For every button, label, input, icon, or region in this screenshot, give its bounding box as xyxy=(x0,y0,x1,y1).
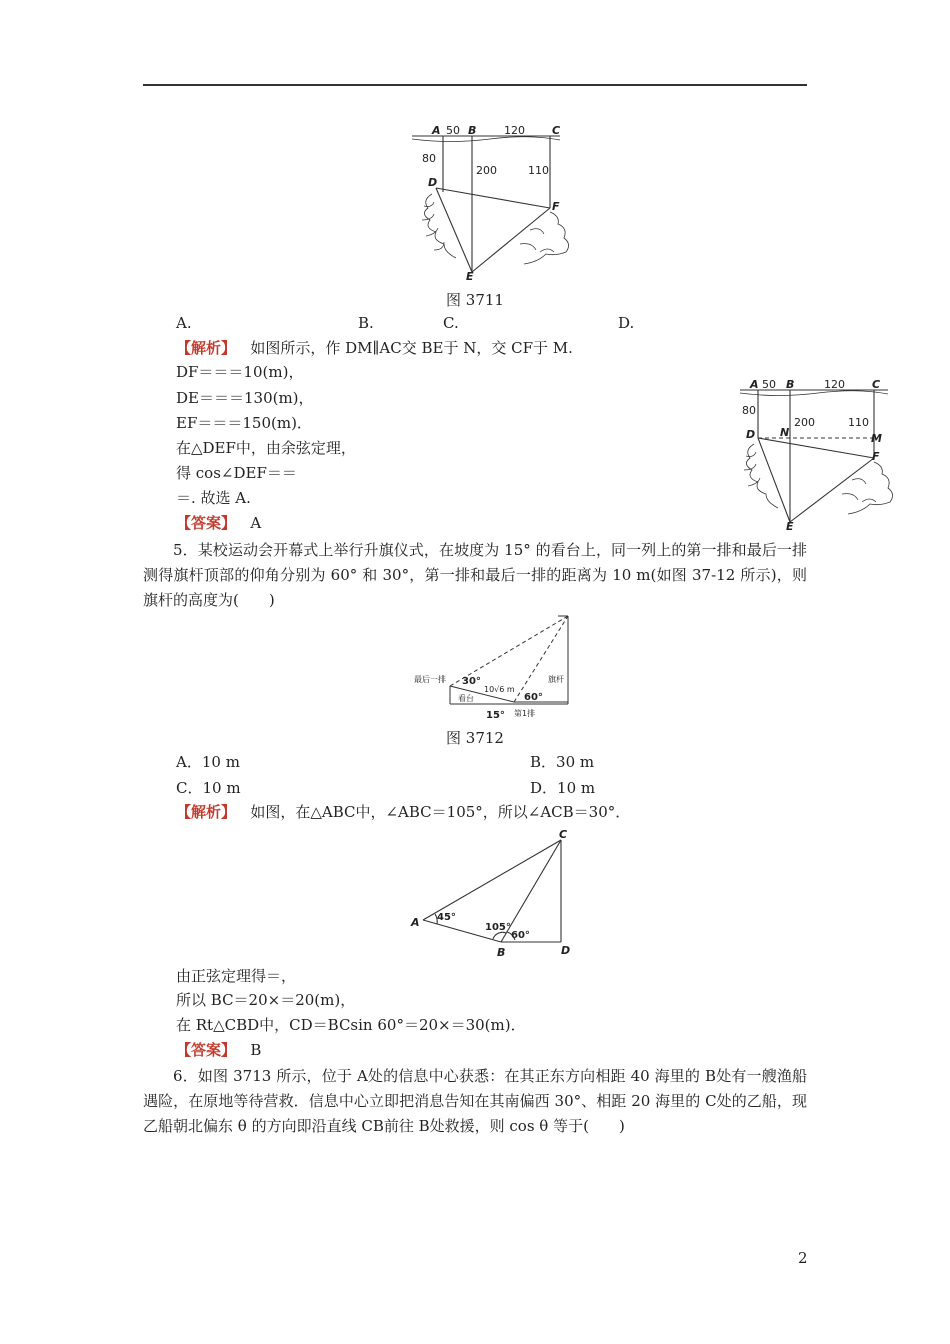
label-angle-30: 30° xyxy=(462,676,481,687)
label-a-2: A xyxy=(750,378,759,391)
q4-analysis xyxy=(176,338,573,358)
label-angle-15: 15° xyxy=(486,710,505,721)
tri-label-d: D xyxy=(561,944,571,957)
figure-3711-annotated xyxy=(738,374,898,534)
tri-angle-60: 60° xyxy=(511,930,530,941)
q4-line-de: DE＝＝＝130(m)， xyxy=(176,389,314,407)
q4-analysis-intro: 如图所示，作 DM∥AC交 BE于 N，交 CF于 M. xyxy=(250,339,573,357)
label-first-row: 第1排 xyxy=(514,709,536,718)
label-angle-60: 60° xyxy=(524,692,543,703)
q4-option-b: B. xyxy=(358,314,374,332)
q5-option-c: C．10 m xyxy=(176,779,241,797)
q5-answer-value: B xyxy=(250,1041,262,1059)
label-f-2: F xyxy=(872,450,880,463)
q5-option-d: D．10 m xyxy=(530,779,596,797)
q5-line-sine: 由正弦定理得＝， xyxy=(176,967,297,985)
q5-option-b: B．30 m xyxy=(530,753,595,771)
label-d: D xyxy=(428,176,438,189)
label-e-2: E xyxy=(786,520,794,533)
q5-question: 5．某校运动会开幕式上举行升旗仪式，在坡度为 15° 的看台上，同一列上的第一排和最后一排测得旗杆顶部的仰角分别为 60° 和 30°，第一排和最后一排的距离为 10 m(如图 37-12 所示)，则旗杆的高度为( ) xyxy=(143,541,807,609)
label-e: E xyxy=(466,270,474,280)
tri-angle-105: 105° xyxy=(485,922,511,933)
q5-line-cd: 在 Rt△CBD中，CD＝BCsin 60°＝20×＝30(m)． xyxy=(176,1016,526,1034)
page-number: 2 xyxy=(798,1249,808,1267)
q4-line-ef: EF＝＝＝150(m)． xyxy=(176,414,312,432)
tri-angle-45: 45° xyxy=(437,912,456,923)
label-n: N xyxy=(780,426,790,439)
tri-label-b: B xyxy=(497,946,506,959)
q4-answer xyxy=(176,513,261,533)
analysis-tag: 【解析】 xyxy=(176,339,237,357)
q4-option-d: D. xyxy=(618,314,635,332)
label-a: A xyxy=(432,124,441,137)
figure-3712 xyxy=(410,612,585,722)
dist-80: 80 xyxy=(422,152,436,165)
q4-line-cos: 得 cos∠DEF＝＝ xyxy=(176,464,297,482)
label-stand: 看台 xyxy=(458,694,474,703)
label-dist: 10√6 m xyxy=(484,685,515,694)
label-f: F xyxy=(552,200,560,213)
q4-option-c: C. xyxy=(443,314,459,332)
dist-200: 200 xyxy=(476,164,497,177)
dist-50: 50 xyxy=(446,124,460,137)
q5-option-a: A．10 m xyxy=(176,753,240,771)
q4-answer-value: A xyxy=(250,514,262,532)
tri-label-c: C xyxy=(559,828,568,841)
figure-3711-caption: 图 3711 xyxy=(446,291,504,309)
q4-line-choose: ＝. 故选 A. xyxy=(176,489,251,507)
q5-line-bc: 所以 BC＝20×＝20(m)， xyxy=(176,991,356,1009)
dist-110-2: 110 xyxy=(848,416,869,429)
q5-analysis xyxy=(176,802,630,822)
answer-tag: 【答案】 xyxy=(176,514,237,532)
label-pole: 旗杆 xyxy=(548,675,564,684)
answer-tag-2: 【答案】 xyxy=(176,1041,237,1059)
label-d-2: D xyxy=(746,428,756,441)
tri-label-a: A xyxy=(411,916,420,929)
dist-200-2: 200 xyxy=(794,416,815,429)
q4-option-a: A. xyxy=(176,314,192,332)
figure-3711 xyxy=(410,120,570,280)
dist-110: 110 xyxy=(528,164,549,177)
q4-line-df: DF＝＝＝10(m)， xyxy=(176,363,304,381)
dist-120-2: 120 xyxy=(824,378,845,391)
dist-50-2: 50 xyxy=(762,378,776,391)
figure-3712-caption: 图 3712 xyxy=(446,729,504,747)
header-rule xyxy=(143,84,807,86)
label-c: C xyxy=(552,124,561,137)
q5-analysis-intro: 如图，在△ABC中，∠ABC＝105°，所以∠ACB＝30°． xyxy=(250,803,631,821)
label-last-row: 最后一排 xyxy=(414,675,446,684)
dist-120: 120 xyxy=(504,124,525,137)
label-b-2: B xyxy=(786,378,795,391)
label-c-2: C xyxy=(872,378,881,391)
figure-triangle-abc xyxy=(405,826,585,961)
q4-line-law: 在△DEF中，由余弦定理， xyxy=(176,439,356,457)
q5-answer xyxy=(176,1040,261,1060)
analysis-tag-2: 【解析】 xyxy=(176,803,237,821)
q6-question: 6．如图 3713 所示，位于 A处的信息中心获悉：在其正东方向相距 40 海里的 B处有一艘渔船遇险，在原地等待营救．信息中心立即把消息告知在其南偏西 30°、相距 20 海里的 C处的乙船，现乙船朝北偏东 θ 的方向即沿直线 CB前往 B处救援，则 cos θ 等于( ) xyxy=(143,1067,807,1135)
label-b: B xyxy=(468,124,477,137)
label-m: M xyxy=(871,432,882,445)
dist-80-2: 80 xyxy=(742,404,756,417)
